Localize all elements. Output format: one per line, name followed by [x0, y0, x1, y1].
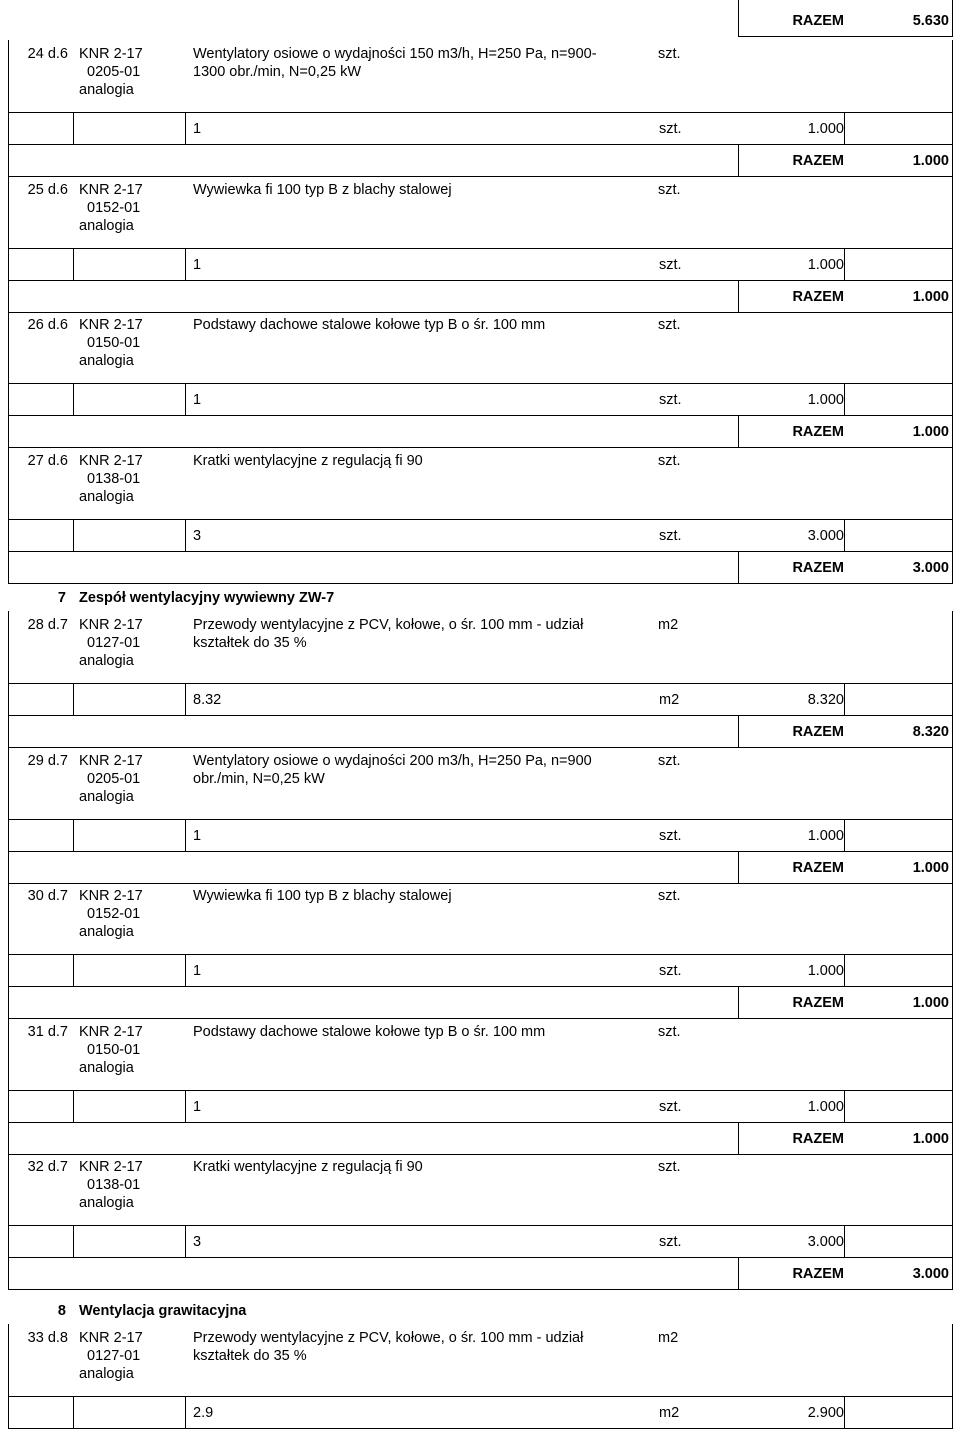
quantity-value: 2.900: [807, 1405, 844, 1421]
razem-label: RAZEM: [792, 13, 844, 29]
item-number: 25 d.6: [27, 181, 68, 198]
table-rule: [952, 747, 953, 819]
section-title: Zespół wentylacyjny wywiewny ZW-7: [79, 590, 335, 606]
item-description: kształtek do 35 %: [193, 1348, 307, 1364]
item-unit: szt.: [658, 317, 681, 333]
quantity-value: 1.000: [807, 963, 844, 979]
table-rule: [8, 551, 952, 552]
item-number: 33 d.8: [27, 1330, 68, 1346]
item-unit: szt.: [658, 452, 681, 469]
table-rule: [952, 447, 953, 519]
table-rule: [738, 551, 739, 584]
item-description: Przewody wentylacyjne z PCV, kołowe, o śr. 100 mm - udział: [193, 1330, 584, 1346]
table-rule: [844, 112, 845, 145]
razem-label: RAZEM: [792, 1266, 844, 1282]
item-number: 27 d.6: [27, 452, 68, 469]
razem-value: 1.000: [912, 153, 949, 169]
table-rule: [8, 882, 9, 954]
quantity-unit: m2: [659, 692, 680, 708]
table-rule: [8, 144, 9, 177]
knr-code: KNR 2-17: [79, 46, 143, 62]
table-rule: [952, 280, 953, 313]
section-title: Wentylacja grawitacyjna: [79, 1303, 247, 1319]
table-rule: [844, 819, 845, 852]
table-rule: [185, 683, 186, 716]
table-rule: [185, 1396, 186, 1429]
razem-value: 3.000: [912, 559, 949, 576]
item-description: obr./min, N=0,25 kW: [193, 770, 325, 787]
table-rule: [8, 1122, 9, 1155]
quantity-unit: m2: [659, 1405, 680, 1421]
quantity-unit: szt.: [659, 256, 682, 273]
table-rule: [8, 851, 9, 884]
table-rule: [844, 1225, 845, 1258]
analogia-note: analogia: [79, 1195, 134, 1211]
table-rule: [8, 1257, 952, 1258]
table-rule: [952, 986, 953, 1019]
razem-label: RAZEM: [792, 288, 844, 305]
analogia-note: analogia: [79, 653, 134, 669]
table-rule: [8, 715, 952, 716]
quantity-formula: 1: [193, 392, 202, 408]
table-rule: [73, 519, 74, 552]
table-rule: [952, 819, 953, 852]
table-rule: [8, 519, 9, 552]
item-unit: szt.: [658, 181, 681, 198]
razem-value: 8.320: [912, 724, 949, 740]
table-rule: [8, 1225, 952, 1226]
table-rule: [8, 819, 9, 852]
quantity-value: 1.000: [807, 392, 844, 408]
item-description: Wentylatory osiowe o wydajności 200 m3/h, H=250 Pa, n=900: [193, 752, 592, 769]
quantity-unit: szt.: [659, 1098, 682, 1115]
table-rule: [8, 112, 952, 113]
table-rule: [8, 280, 9, 313]
item-description: Wywiewka fi 100 typ B z blachy stalowej: [193, 888, 452, 904]
razem-label: RAZEM: [792, 153, 844, 169]
table-rule: [952, 715, 953, 748]
table-rule: [844, 1396, 845, 1429]
razem-value: 5.630: [912, 13, 949, 29]
table-rule: [73, 1396, 74, 1429]
table-rule: [8, 1324, 9, 1396]
item-unit: szt.: [658, 46, 681, 62]
table-rule: [8, 1396, 9, 1429]
table-rule: [8, 851, 952, 852]
table-rule: [8, 954, 952, 955]
item-number: 24 d.6: [27, 46, 68, 62]
section-number: 7: [57, 590, 66, 606]
analogia-note: analogia: [79, 217, 134, 234]
quantity-unit: szt.: [659, 392, 682, 408]
knr-subcode: 0205-01: [87, 770, 141, 787]
razem-label: RAZEM: [792, 559, 844, 576]
table-rule: [8, 1225, 9, 1258]
analogia-note: analogia: [79, 82, 134, 98]
table-rule: [8, 415, 9, 448]
table-rule: [185, 383, 186, 416]
table-rule: [8, 144, 952, 145]
item-number: 31 d.7: [27, 1023, 68, 1040]
table-rule: [8, 447, 952, 448]
item-number: 28 d.7: [27, 617, 68, 633]
razem-value: 1.000: [912, 424, 949, 440]
table-rule: [73, 112, 74, 145]
knr-code: KNR 2-17: [79, 317, 143, 333]
quantity-formula: 3: [193, 527, 202, 544]
knr-code: KNR 2-17: [79, 1330, 143, 1346]
knr-subcode: 0127-01: [87, 635, 141, 651]
item-description: kształtek do 35 %: [193, 635, 307, 651]
table-rule: [738, 1122, 739, 1155]
table-rule: [73, 1225, 74, 1258]
item-description: Przewody wentylacyjne z PCV, kołowe, o śr. 100 mm - udział: [193, 617, 584, 633]
item-number: 29 d.7: [27, 752, 68, 769]
item-description: Podstawy dachowe stalowe kołowe typ B o śr. 100 mm: [193, 317, 546, 333]
quantity-unit: szt.: [659, 527, 682, 544]
table-rule: [8, 176, 952, 177]
analogia-note: analogia: [79, 924, 134, 940]
table-rule: [8, 112, 9, 145]
knr-code: KNR 2-17: [79, 752, 143, 769]
table-rule: [738, 144, 739, 177]
table-rule: [8, 383, 952, 384]
table-rule: [952, 248, 953, 281]
razem-label: RAZEM: [792, 995, 844, 1011]
table-rule: [8, 1122, 952, 1123]
table-rule: [8, 519, 952, 520]
item-number: 30 d.7: [27, 888, 68, 904]
table-rule: [952, 551, 953, 584]
table-rule: [952, 1153, 953, 1225]
table-rule: [738, 36, 952, 37]
table-rule: [738, 1257, 739, 1290]
item-description: Kratki wentylacyjne z regulacją fi 90: [193, 452, 423, 469]
analogia-note: analogia: [79, 1366, 134, 1382]
table-rule: [952, 415, 953, 448]
table-rule: [952, 40, 953, 112]
table-rule: [8, 551, 9, 584]
table-rule: [952, 882, 953, 954]
table-rule: [952, 112, 953, 145]
item-unit: m2: [658, 617, 679, 633]
item-unit: m2: [658, 1330, 679, 1346]
table-rule: [844, 248, 845, 281]
quantity-value: 8.320: [807, 692, 844, 708]
table-rule: [8, 447, 9, 519]
table-rule: [8, 1257, 9, 1290]
table-rule: [738, 280, 739, 313]
quantity-formula: 1: [193, 121, 202, 137]
razem-value: 1.000: [912, 1130, 949, 1147]
knr-subcode: 0152-01: [87, 906, 141, 922]
table-rule: [8, 1090, 952, 1091]
table-rule: [952, 383, 953, 416]
table-rule: [8, 248, 952, 249]
razem-label: RAZEM: [792, 424, 844, 440]
table-rule: [8, 954, 9, 987]
table-rule: [73, 819, 74, 852]
section-number: 8: [57, 1303, 66, 1319]
table-rule: [8, 683, 952, 684]
table-rule: [8, 747, 952, 748]
table-rule: [738, 0, 739, 37]
table-rule: [952, 176, 953, 248]
table-rule: [8, 1154, 952, 1155]
razem-label: RAZEM: [792, 1130, 844, 1147]
item-description: Kratki wentylacyjne z regulacją fi 90: [193, 1159, 423, 1175]
razem-label: RAZEM: [792, 724, 844, 740]
knr-code: KNR 2-17: [79, 181, 143, 198]
knr-code: KNR 2-17: [79, 1159, 143, 1175]
table-rule: [738, 851, 739, 884]
knr-subcode: 0150-01: [87, 1041, 141, 1058]
table-rule: [738, 715, 739, 748]
table-rule: [952, 144, 953, 177]
item-number: 32 d.7: [27, 1159, 68, 1175]
quantity-formula: 1: [193, 1098, 202, 1115]
table-rule: [8, 1018, 952, 1019]
table-rule: [8, 1153, 9, 1225]
table-rule: [952, 0, 953, 37]
table-rule: [73, 248, 74, 281]
table-rule: [952, 683, 953, 716]
table-rule: [844, 683, 845, 716]
table-rule: [8, 40, 9, 112]
table-rule: [185, 112, 186, 145]
knr-subcode: 0150-01: [87, 335, 141, 351]
quantity-unit: szt.: [659, 963, 682, 979]
table-rule: [185, 519, 186, 552]
quantity-formula: 2.9: [193, 1405, 214, 1421]
table-rule: [185, 954, 186, 987]
analogia-note: analogia: [79, 353, 134, 369]
table-rule: [8, 1090, 9, 1123]
table-rule: [8, 1396, 952, 1397]
analogia-note: analogia: [79, 788, 134, 805]
table-rule: [952, 311, 953, 383]
table-rule: [844, 519, 845, 552]
table-rule: [8, 176, 9, 248]
table-rule: [952, 611, 953, 683]
knr-subcode: 0138-01: [87, 1177, 141, 1193]
item-unit: szt.: [658, 1023, 681, 1040]
table-rule: [8, 415, 952, 416]
quantity-value: 1.000: [807, 121, 844, 137]
quantity-value: 1.000: [807, 256, 844, 273]
item-unit: szt.: [658, 752, 681, 769]
table-rule: [8, 248, 9, 281]
table-rule: [73, 954, 74, 987]
table-rule: [844, 1090, 845, 1123]
table-rule: [738, 986, 739, 1019]
knr-subcode: 0138-01: [87, 470, 141, 487]
quantity-value: 1.000: [807, 827, 844, 844]
table-rule: [8, 583, 952, 584]
knr-code: KNR 2-17: [79, 888, 143, 904]
item-unit: szt.: [658, 1159, 681, 1175]
table-rule: [8, 819, 952, 820]
table-rule: [8, 1289, 952, 1290]
quantity-formula: 3: [193, 1234, 202, 1250]
table-rule: [8, 383, 9, 416]
table-rule: [8, 683, 9, 716]
table-rule: [8, 1018, 9, 1090]
quantity-formula: 1: [193, 827, 202, 844]
knr-code: KNR 2-17: [79, 452, 143, 469]
knr-subcode: 0127-01: [87, 1348, 141, 1364]
table-rule: [8, 747, 9, 819]
item-number: 26 d.6: [27, 317, 68, 333]
table-rule: [73, 1090, 74, 1123]
table-rule: [844, 383, 845, 416]
table-rule: [8, 986, 9, 1019]
quantity-unit: szt.: [659, 121, 682, 137]
table-rule: [952, 1257, 953, 1290]
table-rule: [952, 1225, 953, 1258]
knr-code: KNR 2-17: [79, 1023, 143, 1040]
table-rule: [952, 1122, 953, 1155]
razem-value: 1.000: [912, 995, 949, 1011]
knr-subcode: 0205-01: [87, 64, 141, 80]
analogia-note: analogia: [79, 1059, 134, 1076]
table-rule: [952, 1018, 953, 1090]
table-rule: [844, 954, 845, 987]
quantity-value: 3.000: [807, 527, 844, 544]
quantity-unit: szt.: [659, 827, 682, 844]
table-rule: [185, 248, 186, 281]
table-rule: [8, 883, 952, 884]
quantity-value: 3.000: [807, 1234, 844, 1250]
table-rule: [952, 954, 953, 987]
quantity-formula: 8.32: [193, 692, 222, 708]
razem-value: 1.000: [912, 859, 949, 876]
table-rule: [952, 519, 953, 552]
table-rule: [738, 415, 739, 448]
quantity-formula: 1: [193, 963, 202, 979]
knr-code: KNR 2-17: [79, 617, 143, 633]
item-description: 1300 obr./min, N=0,25 kW: [193, 64, 362, 80]
table-rule: [8, 715, 9, 748]
table-rule: [8, 1428, 952, 1429]
table-rule: [8, 280, 952, 281]
quantity-value: 1.000: [807, 1098, 844, 1115]
table-rule: [8, 312, 952, 313]
table-rule: [8, 986, 952, 987]
table-rule: [8, 611, 9, 683]
item-description: Podstawy dachowe stalowe kołowe typ B o śr. 100 mm: [193, 1023, 546, 1040]
table-rule: [73, 683, 74, 716]
item-description: Wentylatory osiowe o wydajności 150 m3/h, H=250 Pa, n=900-: [193, 46, 597, 62]
table-rule: [952, 851, 953, 884]
item-description: Wywiewka fi 100 typ B z blachy stalowej: [193, 181, 452, 198]
table-rule: [8, 311, 9, 383]
razem-value: 3.000: [912, 1266, 949, 1282]
quantity-formula: 1: [193, 256, 202, 273]
razem-value: 1.000: [912, 288, 949, 305]
table-rule: [185, 1225, 186, 1258]
item-unit: szt.: [658, 888, 681, 904]
table-rule: [185, 819, 186, 852]
analogia-note: analogia: [79, 488, 134, 505]
knr-subcode: 0152-01: [87, 199, 141, 216]
quantity-unit: szt.: [659, 1234, 682, 1250]
table-rule: [952, 1090, 953, 1123]
table-rule: [952, 1396, 953, 1429]
table-rule: [185, 1090, 186, 1123]
razem-label: RAZEM: [792, 859, 844, 876]
table-rule: [73, 383, 74, 416]
table-rule: [952, 1324, 953, 1396]
